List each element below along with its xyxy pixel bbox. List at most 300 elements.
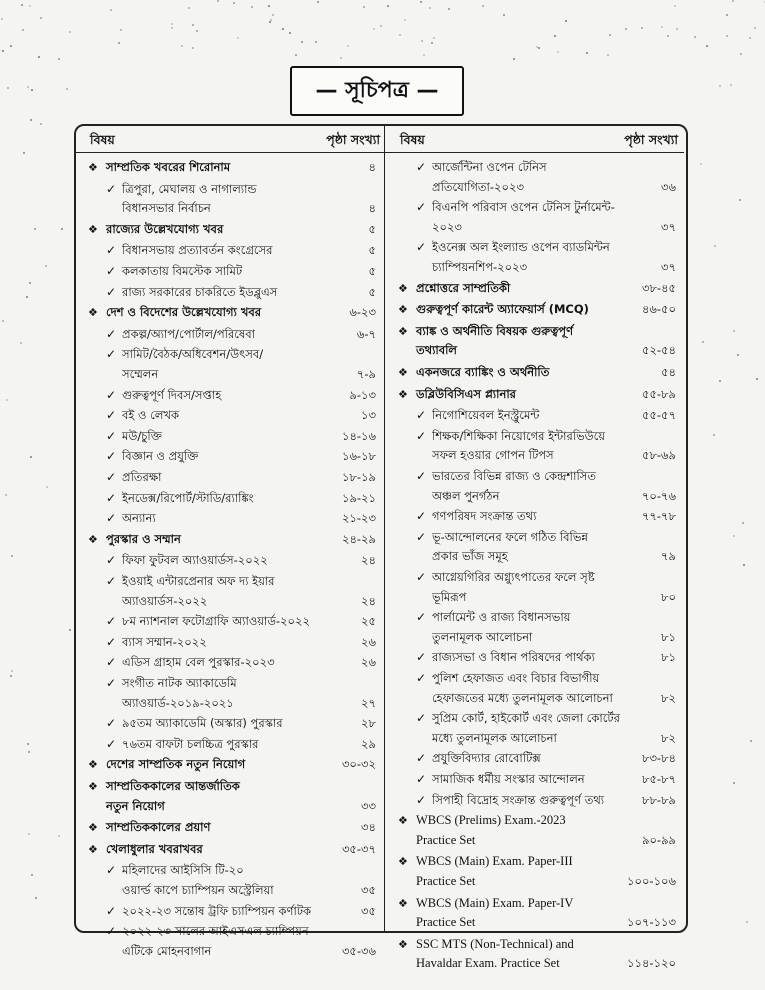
toc-entry-line: ২০২২-২৩ সালের আইএসএল চ্যাম্পিয়ন [122, 924, 309, 939]
toc-entry-page: ২১-২৩ [341, 511, 376, 526]
toc-entry-line: ইওনেক্স অল ইংল্যান্ড ওপেন ব্যাডমিন্টন [432, 240, 610, 255]
check-bullet-icon: ✓ [416, 469, 427, 483]
toc-entry-title [432, 528, 588, 567]
toc-entry-title [416, 363, 549, 383]
toc-entry-line: বিজ্ঞান ও প্রযুক্তি [122, 449, 199, 464]
toc-entry-line: অন্যান্য [122, 511, 156, 526]
toc-entry-line: গুরুত্বপূর্ণ দিবস/সপ্তাহ [122, 387, 222, 402]
toc-entry-title [432, 770, 585, 790]
check-bullet-icon: ✓ [416, 200, 427, 215]
toc-entry-title [122, 447, 198, 467]
scan-noise-speck [667, 35, 669, 37]
toc-entry-page: ২৭ [361, 695, 376, 710]
toc-entry-title [432, 749, 541, 769]
toc-entry-line: Practice Set [416, 915, 476, 930]
toc-entry-line: রাজ্যের উল্লেখযোগ্য খবর [106, 221, 224, 236]
scan-noise-speck [2, 50, 4, 52]
toc-entry-title [106, 777, 240, 816]
toc-entry-title [122, 406, 179, 426]
check-bullet-icon: ✓ [416, 671, 427, 685]
toc-entry-page: ২৬ [361, 634, 376, 649]
toc-entry-line: বিএনপি পরিবাস ওপেন টেনিস টুর্নামেন্ট- [432, 200, 615, 215]
toc-entry-page: ৮১ [661, 629, 676, 644]
scan-noise-speck [750, 740, 752, 742]
toc-entry-title [416, 852, 573, 891]
scan-noise-speck [23, 152, 25, 154]
toc-entry-line: ত্রিপুরা, মেঘালয় ও নাগাল্যান্ড [122, 181, 257, 196]
check-bullet-icon: ✓ [416, 751, 427, 766]
diamond-bullet-icon: ❖ [88, 842, 98, 856]
scan-noise-speck [380, 25, 382, 27]
scan-noise-speck [58, 58, 60, 60]
check-bullet-icon: ✓ [416, 160, 427, 174]
scan-noise-speck [340, 57, 342, 59]
check-bullet-icon: ✓ [416, 428, 427, 443]
toc-entry-line: ফিফা ফুটবল অ্যাওয়ার্ডস-২০২২ [122, 553, 268, 568]
check-bullet-icon: ✓ [106, 326, 117, 341]
toc-entry-line: সাম্প্রতিক খবরের শিরোনাম [106, 160, 231, 174]
toc-entry-line: অ্যাওয়ার্ড-২০১৯-২০২১ [122, 695, 234, 710]
scan-noise-speck [27, 743, 29, 745]
toc-entry-title [416, 300, 589, 320]
scan-noise-speck [289, 32, 291, 34]
scan-noise-speck [421, 40, 423, 42]
toc-entry-page: ৩৪ [361, 820, 376, 835]
scan-noise-speck [301, 41, 303, 43]
toc-entry-title [122, 345, 263, 384]
toc-entry-line: দেশের সাম্প্রতিক নতুন নিয়োগ [106, 757, 246, 772]
scan-noise-speck [11, 555, 13, 557]
toc-entry-page: ৩৫-৩৬ [341, 943, 376, 958]
toc-entry-line: সিপাহী বিদ্রোহ সংক্রান্ত গুরুত্বপূর্ণ তথ্য [432, 792, 605, 807]
scan-noise-speck [431, 42, 433, 44]
scan-noise-speck [192, 24, 194, 26]
diamond-bullet-icon: ❖ [398, 855, 408, 869]
check-bullet-icon: ✓ [106, 553, 117, 568]
toc-entry-line: ব্যাঙ্ক ও অর্থনীতি বিষয়ক গুরুত্বপূর্ণ [416, 323, 574, 338]
toc-entry-line: চ্যাম্পিয়নশিপ-২০২৩ [432, 259, 528, 274]
toc-entry-title [432, 709, 620, 748]
diamond-bullet-icon: ❖ [398, 896, 408, 910]
diamond-bullet-icon: ❖ [88, 306, 98, 320]
scan-noise-speck [217, 0, 219, 2]
toc-entry-line: ২০২২-২৩ সন্তোষ ট্রফি চ্যাম্পিয়ন কর্ণাটক [122, 903, 312, 918]
toc-right-column [386, 126, 684, 971]
toc-entry-line: প্রযুক্তিবিদ্যার রোবোটিক্স [432, 751, 541, 766]
toc-entry-line: পার্লামেন্ট ও রাজ্য বিধানসভায় [432, 610, 571, 625]
scan-noise-speck [29, 5, 31, 7]
toc-entry-page: ৭০-৭৬ [641, 488, 676, 503]
check-bullet-icon: ✓ [416, 650, 427, 665]
scan-noise-speck [66, 88, 68, 90]
diamond-bullet-icon: ❖ [398, 814, 408, 828]
toc-entry-title [432, 568, 595, 607]
toc-entry-line: সামাজিক ধর্মীয় সংস্কার আন্দোলন [432, 772, 585, 786]
scan-noise-speck [10, 675, 12, 677]
toc-entry-title [122, 489, 254, 509]
scan-noise-speck [1, 18, 3, 20]
check-bullet-icon: ✓ [106, 347, 117, 362]
toc-entry-page: ৫৪ [661, 365, 676, 379]
scan-noise-speck [706, 45, 708, 47]
scan-noise-speck [233, 2, 235, 4]
diamond-bullet-icon: ❖ [398, 324, 408, 338]
scan-noise-speck [20, 342, 22, 344]
check-bullet-icon: ✓ [106, 181, 117, 196]
check-bullet-icon: ✓ [106, 614, 117, 629]
toc-entry-line: Havaldar Exam. Practice Set [416, 956, 560, 971]
scan-noise-speck [363, 6, 365, 8]
toc-entry-title [432, 467, 596, 506]
scan-noise-speck [171, 23, 173, 25]
toc-entry-page: ৫৫-৮৯ [642, 386, 676, 401]
scan-noise-speck [347, 45, 349, 47]
scan-noise-speck [69, 31, 71, 33]
toc-entry-page: ৯-১৩ [349, 387, 376, 402]
toc-entry-page: ৬-২৩ [349, 305, 376, 320]
scan-noise-speck [742, 522, 744, 524]
toc-entry-title [122, 735, 259, 755]
toc-entry-line: এডিস গ্রাহাম বেল পুরস্কার-২০২৩ [122, 655, 275, 670]
toc-entry-page: ৩৫ [361, 882, 376, 897]
diamond-bullet-icon: ❖ [398, 387, 408, 401]
toc-entry-page: ৮৫-৮৭ [641, 772, 676, 786]
scan-noise-speck [756, 378, 758, 380]
scan-noise-speck [739, 199, 741, 201]
toc-entry-page: ২৫ [361, 614, 376, 629]
toc-entry-page: ৮৩-৮৪ [641, 751, 676, 766]
scan-noise-speck [733, 782, 735, 784]
toc-entry-page: ৫ [368, 243, 376, 258]
scan-noise-speck [433, 37, 435, 39]
check-bullet-icon: ✓ [106, 490, 117, 505]
scan-noise-speck [282, 28, 284, 30]
scan-noise-speck [269, 21, 271, 23]
toc-entry-line: প্রকার ভাঁজ সমূহ [432, 549, 508, 564]
diamond-bullet-icon: ❖ [88, 758, 98, 772]
diamond-bullet-icon: ❖ [88, 532, 98, 546]
scan-noise-speck [714, 245, 716, 247]
toc-entry-line: প্রতিরক্ষা [122, 470, 162, 484]
scan-noise-speck [251, 6, 253, 8]
right-subject-header: বিষয় [400, 132, 425, 147]
toc-entry-line: একনজরে ব্যাঙ্কিং ও অর্থনীতি [416, 365, 550, 379]
toc-entry-title [122, 262, 242, 282]
toc-entry-title [122, 922, 309, 961]
toc-entry-title [106, 818, 210, 838]
toc-entry-line: ইওয়াই এন্টারপ্রেনার অফ দ্য ইয়ার [122, 574, 275, 588]
diamond-bullet-icon: ❖ [398, 937, 408, 951]
toc-entry-line: রাজ্যসভা ও বিধান পরিষদের পার্থক্য [432, 650, 595, 665]
toc-entry-page: ৩৫ [361, 903, 376, 918]
scan-noise-speck [609, 34, 611, 36]
scan-noise-speck [181, 45, 183, 47]
toc-entry-page: ৫ [368, 221, 376, 236]
scan-noise-speck [7, 87, 9, 89]
toc-entry-page: ২৬ [361, 655, 376, 670]
scan-noise-speck [586, 52, 588, 54]
check-bullet-icon: ✓ [106, 634, 117, 649]
toc-entry-title [122, 325, 255, 345]
scan-noise-speck [315, 41, 317, 43]
toc-entry-line: বিধানসভার নির্বাচন [122, 201, 211, 216]
scan-noise-speck [237, 37, 239, 39]
toc-entry-title [432, 608, 570, 647]
toc-entry-line: Practice Set [416, 832, 476, 847]
toc-entry-page: ৬-৭ [356, 326, 376, 341]
scan-noise-speck [28, 833, 30, 835]
scan-noise-speck [423, 54, 425, 56]
toc-entry-title [432, 238, 610, 277]
toc-entry-title [106, 158, 230, 178]
toc-entry-page: ৩৭ [661, 259, 676, 274]
check-bullet-icon: ✓ [416, 408, 427, 423]
toc-entry-page: ৪৬-৫০ [641, 302, 676, 317]
check-bullet-icon: ✓ [106, 924, 117, 939]
diamond-bullet-icon: ❖ [398, 366, 408, 379]
scan-noise-speck [26, 296, 28, 298]
scan-noise-speck [743, 564, 745, 566]
check-bullet-icon: ✓ [416, 792, 427, 807]
scan-noise-speck [317, 1, 319, 3]
toc-entry-title [416, 279, 510, 299]
scan-noise-speck [557, 51, 559, 53]
scan-noise-speck [700, 163, 702, 165]
scan-noise-speck [295, 54, 297, 56]
scan-noise-speck [719, 85, 721, 87]
toc-entry-page: ৮১ [661, 650, 676, 665]
toc-entry-title [106, 755, 245, 775]
scan-noise-speck [565, 20, 567, 22]
scan-noise-speck [538, 47, 540, 49]
toc-entry-page: ৮৮-৮৯ [642, 792, 676, 807]
scan-noise-speck [188, 7, 190, 9]
scan-noise-speck [40, 123, 42, 125]
scan-noise-speck [607, 54, 609, 56]
toc-entry-line: সাম্প্রতিককালের প্রয়াণ [106, 820, 211, 835]
toc-entry-line: আগ্নেয়গিরির অগ্ন্যুৎপাতের ফলে সৃষ্ট [432, 570, 595, 584]
toc-entry-line: পুলিশ হেফাজত এবং বিচার বিভাগীয় [432, 671, 600, 685]
scan-noise-speck [268, 5, 270, 7]
check-bullet-icon: ✓ [106, 676, 117, 690]
toc-entry-line: প্রশ্নোত্তরে সাম্প্রতিকী [416, 280, 511, 295]
toc-entry-page: ৭-৯ [356, 366, 376, 381]
check-bullet-icon: ✓ [106, 470, 117, 484]
scan-noise-speck [30, 119, 32, 121]
toc-entry-title [122, 653, 275, 673]
check-bullet-icon: ✓ [106, 903, 117, 918]
toc-entry-line: সুপ্রিম কোর্ট, হাইকোর্ট এবং জেলা কোর্টের [432, 711, 620, 726]
toc-entry-page: ৭৭-৭৮ [641, 509, 676, 524]
check-bullet-icon: ✓ [416, 610, 427, 625]
toc-entry-page: ২৪ [361, 553, 376, 568]
scan-noise-speck [34, 228, 36, 230]
scan-noise-speck [31, 89, 33, 91]
scan-noise-speck [196, 30, 198, 32]
toc-entry-page: ১৯-২১ [341, 490, 376, 505]
toc-entry-title [122, 612, 310, 632]
scan-noise-speck [737, 354, 739, 356]
toc-entry-title [416, 935, 574, 974]
scan-noise-speck [110, 9, 112, 11]
check-bullet-icon: ✓ [416, 711, 427, 726]
check-bullet-icon: ✓ [416, 509, 427, 524]
check-bullet-icon: ✓ [106, 243, 117, 258]
diamond-bullet-icon: ❖ [88, 780, 98, 793]
scan-noise-speck [118, 42, 120, 44]
scan-noise-speck [404, 19, 406, 21]
scan-noise-speck [38, 56, 40, 58]
toc-entry-title [416, 385, 516, 405]
check-bullet-icon: ✓ [106, 863, 117, 878]
toc-entry-line: নিগোশিয়েবল ইনস্ট্রুমেন্ট [432, 408, 540, 423]
scan-noise-speck [45, 265, 47, 267]
toc-entry-line: ৮ম ন্যাশনাল ফটোগ্রাফি অ্যাওয়ার্ড-২০২২ [122, 614, 310, 629]
toc-entry-title [416, 322, 573, 361]
scan-noise-speck [733, 535, 735, 537]
toc-entry-page: ৯০-৯৯ [641, 832, 676, 847]
toc-entry-page: ২৯ [361, 736, 376, 751]
scan-noise-speck [749, 37, 751, 39]
toc-entry-title [122, 241, 272, 261]
toc-entry-line: ৭৬তম বাফটা চলচ্চিত্র পুরস্কার [122, 736, 259, 751]
left-page-header: পৃষ্ঠা সংখ্যা [326, 132, 380, 147]
toc-entry-line: তুলনামূলক আলোচনা [432, 629, 533, 644]
toc-entry-line: সম্মেলন [122, 366, 159, 381]
scan-noise-speck [22, 29, 24, 31]
toc-entry-title [122, 861, 274, 900]
scan-noise-speck [399, 34, 401, 36]
toc-entry-page: ১০৭-১১৩ [627, 915, 676, 930]
toc-entry-line: দেশ ও বিদেশের উল্লেখযোগ্য খবর [106, 305, 262, 320]
scan-noise-speck [754, 27, 756, 29]
scan-noise-speck [661, 26, 663, 28]
toc-entry-title [432, 198, 615, 237]
toc-entry-title [432, 158, 547, 197]
toc-entry-line: ভূমিরূপ [432, 589, 467, 604]
toc-entry-line: WBCS (Prelims) Exam.-2023 [416, 813, 566, 828]
toc-entry-title [106, 220, 223, 240]
toc-entry-page: ৪ [368, 201, 376, 216]
check-bullet-icon: ✓ [106, 655, 117, 670]
scan-noise-speck [730, 84, 732, 86]
scan-noise-speck [674, 5, 676, 7]
toc-entry-page: ২৮ [361, 716, 376, 731]
toc-entry-title [416, 894, 573, 933]
toc-left-column [76, 126, 386, 958]
scan-noise-speck [30, 456, 32, 458]
check-bullet-icon: ✓ [106, 428, 117, 443]
toc-entry-line: গণপরিষদ সংক্রান্ত তথ্য [432, 509, 537, 524]
scan-noise-speck [373, 28, 375, 30]
toc-entry-title [122, 283, 277, 303]
check-bullet-icon: ✓ [416, 570, 427, 584]
toc-entry-title [432, 669, 613, 708]
scan-noise-speck [69, 629, 71, 631]
check-bullet-icon: ✓ [106, 387, 117, 402]
toc-entry-title [122, 468, 161, 488]
scan-noise-speck [732, 0, 734, 2]
scan-noise-speck [746, 921, 748, 923]
scan-noise-speck [448, 8, 450, 10]
diamond-bullet-icon: ❖ [88, 821, 98, 835]
toc-entry-title [122, 714, 283, 734]
scan-noise-speck [719, 380, 721, 382]
toc-entry-line: পুরস্কার ও সম্মান [106, 531, 181, 546]
left-column-header [76, 126, 386, 153]
scan-noise-speck [2, 320, 4, 322]
toc-entry-line: হেফাজতের মধ্যে তুলনামূলক আলোচনা [432, 690, 613, 705]
toc-entry-page: ৪ [368, 160, 376, 174]
toc-entry-line: ওয়ার্ল্ড কাপে চ্যাম্পিয়ন অস্ট্রেলিয়া [122, 882, 274, 897]
toc-entry-line: তথ্যাবলি [416, 343, 458, 358]
toc-entry-page: ৮২ [661, 730, 676, 745]
check-bullet-icon: ✓ [106, 284, 117, 299]
scan-noise-speck [733, 330, 735, 332]
toc-entry-page: ৩৩ [361, 798, 376, 813]
scan-noise-speck [120, 29, 122, 31]
right-column-header [386, 126, 684, 153]
scan-noise-speck [420, 1, 422, 3]
toc-entry-line: সংগীত নাটক অ্যাকাডেমি [122, 676, 237, 690]
toc-entry-title [122, 386, 221, 406]
scan-noise-speck [625, 28, 627, 30]
diamond-bullet-icon: ❖ [398, 281, 408, 295]
scan-noise-speck [554, 35, 556, 37]
toc-entry-line: SSC MTS (Non-Technical) and [416, 936, 574, 951]
toc-entry-page: ৫৫-৫৭ [641, 408, 676, 423]
toc-entry-line: প্রতিযোগিতা-২০২৩ [432, 179, 524, 194]
toc-entry-page: ১০০-১০৬ [627, 873, 676, 888]
toc-entry-page: ২৪ [361, 593, 376, 608]
toc-entry-page: ৩৬ [661, 179, 676, 194]
toc-frame [74, 124, 688, 971]
toc-entry-title [122, 674, 237, 713]
toc-entry-line: সামিট/বৈঠক/অধিবেশন/উৎসব/ [122, 347, 264, 362]
scan-noise-speck [513, 58, 515, 60]
toc-entry-page: ৫২-৫৪ [641, 343, 676, 358]
toc-entry-line: নতুন নিয়োগ [106, 798, 165, 813]
toc-entry-line: কলকাতায় বিমস্টেক সামিট [122, 264, 243, 278]
toc-entry-line: শিক্ষক/শিক্ষিকা নিয়োগের ইন্টারভিউয়ে [432, 428, 605, 443]
toc-entry-title [122, 902, 311, 922]
scan-noise-speck [21, 4, 23, 6]
toc-entry-page: ১৬-১৮ [341, 449, 376, 464]
diamond-bullet-icon: ❖ [398, 303, 408, 317]
toc-entry-title [122, 572, 275, 611]
toc-entry-line: আর্জেন্টিনা ওপেন টেনিস [432, 160, 547, 174]
toc-entry-title [432, 427, 605, 466]
toc-entry-line: ভারতের বিভিন্ন রাজ্য ও কেন্দ্রশাসিত [432, 469, 596, 483]
check-bullet-icon: ✓ [106, 736, 117, 751]
toc-entry-title [432, 648, 595, 668]
toc-entry-title [106, 303, 261, 323]
check-bullet-icon: ✓ [106, 511, 117, 526]
toc-entry-title [432, 406, 539, 426]
check-bullet-icon: ✓ [416, 240, 427, 255]
toc-entry-page: ১১৪-১২০ [627, 956, 676, 971]
scan-noise-speck [40, 17, 42, 19]
toc-entry-title [106, 840, 203, 860]
page-title: — সূচিপত্র — [290, 66, 464, 116]
toc-entry-line: মউ/চুক্তি [122, 428, 162, 443]
toc-entry-page: ৩০-৩২ [341, 757, 376, 772]
toc-entry-line: ইনডেক্স/রিপোর্ট/স্টাডি/র‍্যাঙ্কিং [122, 490, 254, 505]
scan-noise-speck [482, 5, 484, 7]
toc-entry-page: ১৮-১৯ [342, 470, 376, 484]
scan-noise-speck [740, 53, 742, 55]
toc-entry-line: WBCS (Main) Exam. Paper-III [416, 854, 573, 869]
